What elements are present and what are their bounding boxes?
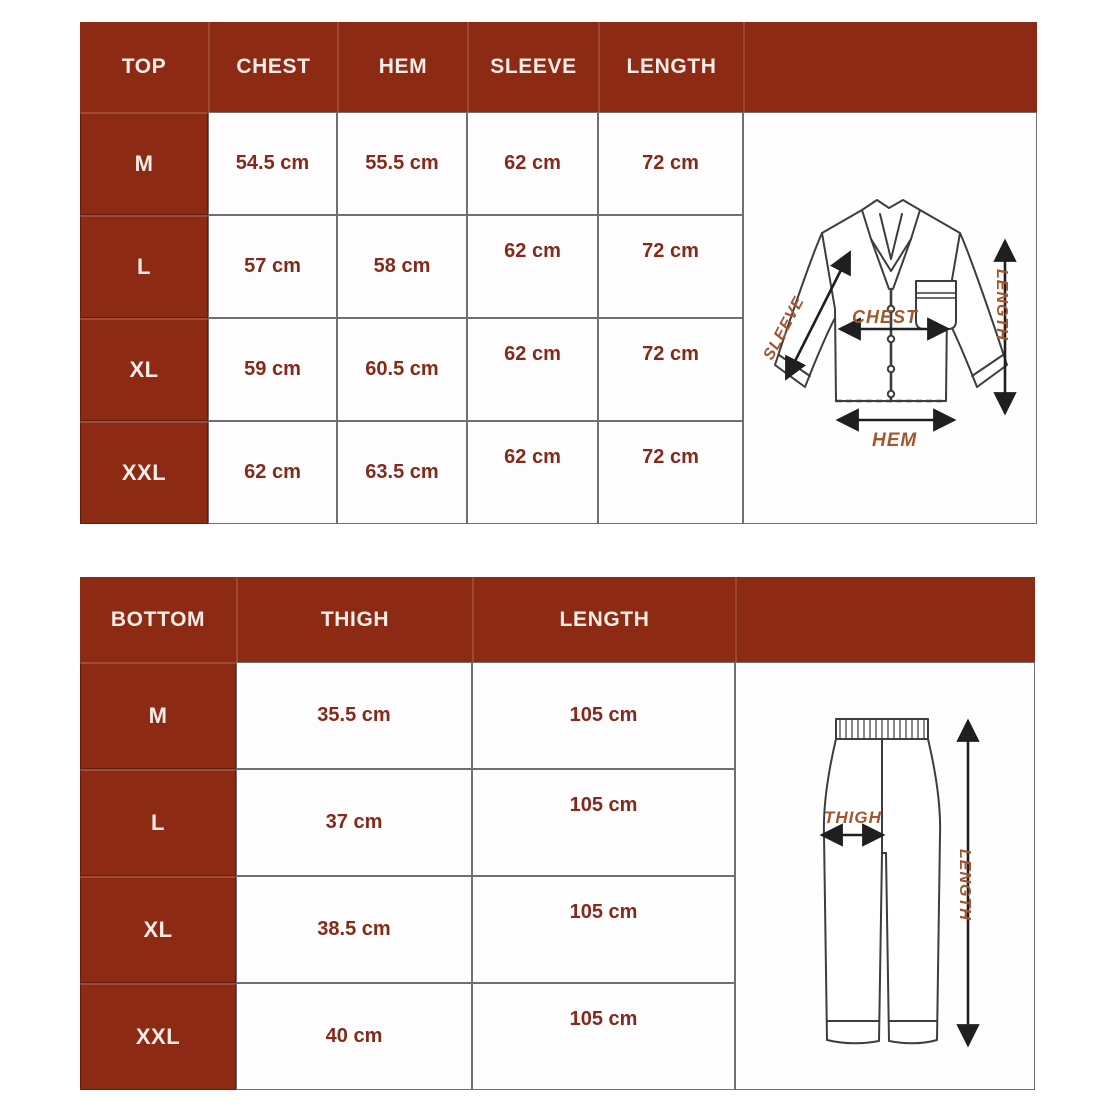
diagram-label-chest: CHEST	[852, 307, 919, 327]
diagram-label-sleeve: SLEEVE	[760, 293, 808, 363]
bottom-xxl-length: 105 cm	[472, 983, 735, 1090]
pajama-top-diagram	[743, 112, 1037, 524]
top-l-hem: 58 cm	[337, 215, 467, 318]
top-header-top: TOP	[80, 22, 208, 112]
diagram-label-length: LENGTH	[993, 269, 1010, 341]
bottom-l-length: 105 cm	[472, 769, 735, 876]
top-header-sleeve: SLEEVE	[467, 22, 598, 112]
top-xl-sleeve: 62 cm	[467, 318, 598, 421]
top-xxl-chest: 62 cm	[208, 421, 337, 524]
top-size-xxl: XXL	[80, 421, 208, 524]
pajama-top-illustration	[744, 113, 1036, 523]
top-m-sleeve: 62 cm	[467, 112, 598, 215]
top-m-chest: 54.5 cm	[208, 112, 337, 215]
top-size-m: M	[80, 112, 208, 215]
top-header-chest: CHEST	[208, 22, 337, 112]
bottom-xl-thigh: 38.5 cm	[236, 876, 472, 983]
bottom-xl-length: 105 cm	[472, 876, 735, 983]
bottom-header-length: LENGTH	[472, 577, 735, 662]
pajama-bottom-diagram	[735, 662, 1035, 1090]
top-header-hem: HEM	[337, 22, 467, 112]
top-xxl-hem: 63.5 cm	[337, 421, 467, 524]
top-header-blank	[743, 22, 1037, 112]
bottom-l-thigh: 37 cm	[236, 769, 472, 876]
top-size-l: L	[80, 215, 208, 318]
diagram-label-length: LENGTH	[956, 849, 973, 921]
top-xxl-length: 72 cm	[598, 421, 743, 524]
top-l-chest: 57 cm	[208, 215, 337, 318]
bottom-header-blank	[735, 577, 1035, 662]
bottom-m-thigh: 35.5 cm	[236, 662, 472, 769]
pajama-bottom-illustration	[736, 663, 1034, 1089]
bottom-m-length: 105 cm	[472, 662, 735, 769]
top-size-xl: XL	[80, 318, 208, 421]
bottom-size-table	[80, 577, 1035, 1090]
diagram-label-thigh: THIGH	[824, 808, 882, 827]
top-m-length: 72 cm	[598, 112, 743, 215]
top-size-table	[80, 22, 1037, 524]
top-header-length: LENGTH	[598, 22, 743, 112]
top-xxl-sleeve: 62 cm	[467, 421, 598, 524]
top-xl-hem: 60.5 cm	[337, 318, 467, 421]
bottom-header-thigh: THIGH	[236, 577, 472, 662]
bottom-size-xxl: XXL	[80, 983, 236, 1090]
bottom-xxl-thigh: 40 cm	[236, 983, 472, 1090]
diagram-label-hem: HEM	[872, 430, 918, 451]
top-xl-length: 72 cm	[598, 318, 743, 421]
bottom-size-xl: XL	[80, 876, 236, 983]
top-xl-chest: 59 cm	[208, 318, 337, 421]
bottom-header-bottom: BOTTOM	[80, 577, 236, 662]
top-l-length: 72 cm	[598, 215, 743, 318]
top-m-hem: 55.5 cm	[337, 112, 467, 215]
bottom-size-l: L	[80, 769, 236, 876]
bottom-size-m: M	[80, 662, 236, 769]
top-l-sleeve: 62 cm	[467, 215, 598, 318]
